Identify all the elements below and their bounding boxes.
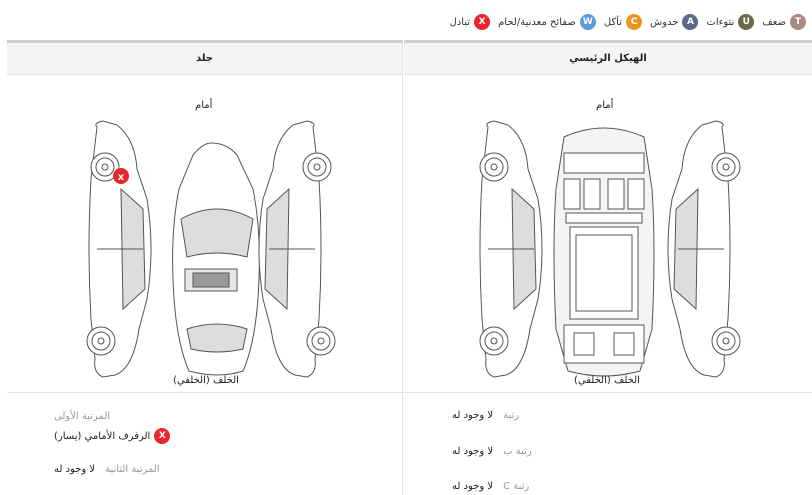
legend-item-dents bbox=[706, 14, 754, 30]
legend-label-corrosion: تآكل bbox=[603, 16, 622, 28]
legend-badge-w: W bbox=[580, 14, 596, 30]
rank-c-row bbox=[452, 481, 529, 492]
front-label: أمام bbox=[596, 100, 614, 111]
panel-title-exterior: جلد bbox=[7, 43, 402, 75]
legend-item-exchange bbox=[450, 14, 491, 30]
damage-legend bbox=[450, 12, 806, 32]
legend-item-weakness bbox=[762, 14, 806, 30]
rank2-title: المرتبة الثانية bbox=[105, 464, 160, 475]
legend-badge-a: A bbox=[682, 14, 698, 30]
legend-label-exchange: تبادل bbox=[449, 16, 471, 28]
legend-item-scratches bbox=[650, 14, 698, 30]
rank-a-row bbox=[452, 410, 519, 421]
rear-label: الخلف (الخلفي) bbox=[574, 375, 640, 386]
legend-badge-t: T bbox=[790, 14, 806, 30]
legend-label-sheet-metal: صفائح معدنية/لحام bbox=[498, 16, 576, 28]
rank-a-value: لا وجود له bbox=[452, 410, 494, 421]
legend-item-sheet-metal bbox=[498, 14, 596, 30]
rank1-issue-text: الرفرف الأمامي (يسار) bbox=[54, 430, 151, 442]
divider bbox=[404, 392, 812, 393]
frame-panel bbox=[404, 40, 812, 495]
rank-a-title: رتبة bbox=[503, 410, 520, 421]
legend-label-dents: نتوءات bbox=[706, 16, 735, 28]
rank1-issue bbox=[54, 428, 170, 444]
svg-text:x: x bbox=[117, 172, 125, 183]
legend-badge-x: X bbox=[474, 14, 490, 30]
legend-badge-u: U bbox=[738, 14, 754, 30]
exterior-panel bbox=[7, 40, 403, 495]
frame-car-diagram bbox=[404, 79, 812, 399]
rank2-value: لا وجود له bbox=[54, 464, 96, 475]
exterior-car-svg bbox=[7, 79, 403, 399]
legend-label-scratches: خدوش bbox=[649, 16, 679, 28]
rank-c-value: لا وجود له bbox=[452, 481, 494, 492]
frame-car-svg bbox=[404, 79, 812, 399]
rank2-row-exterior bbox=[54, 464, 160, 475]
legend-badge-c: C bbox=[626, 14, 642, 30]
rear-label: الخلف (الخلفي) bbox=[173, 375, 239, 386]
exterior-car-diagram bbox=[7, 79, 402, 399]
divider bbox=[7, 392, 402, 393]
legend-item-corrosion bbox=[604, 14, 642, 30]
rank1-title: المرتبة الأولى bbox=[54, 411, 111, 422]
rank-b-row bbox=[452, 446, 532, 457]
rank1-block-exterior bbox=[54, 411, 170, 444]
legend-label-weakness: ضعف bbox=[762, 16, 786, 28]
rank-b-value: لا وجود له bbox=[452, 446, 494, 457]
panel-title-frame: الهيكل الرئيسي bbox=[404, 43, 812, 75]
rank-c-title: رتبة C bbox=[503, 481, 530, 492]
exchange-badge-icon: X bbox=[154, 428, 170, 444]
front-label: أمام bbox=[195, 100, 213, 111]
rank-b-title: رتبة ب bbox=[503, 446, 532, 457]
